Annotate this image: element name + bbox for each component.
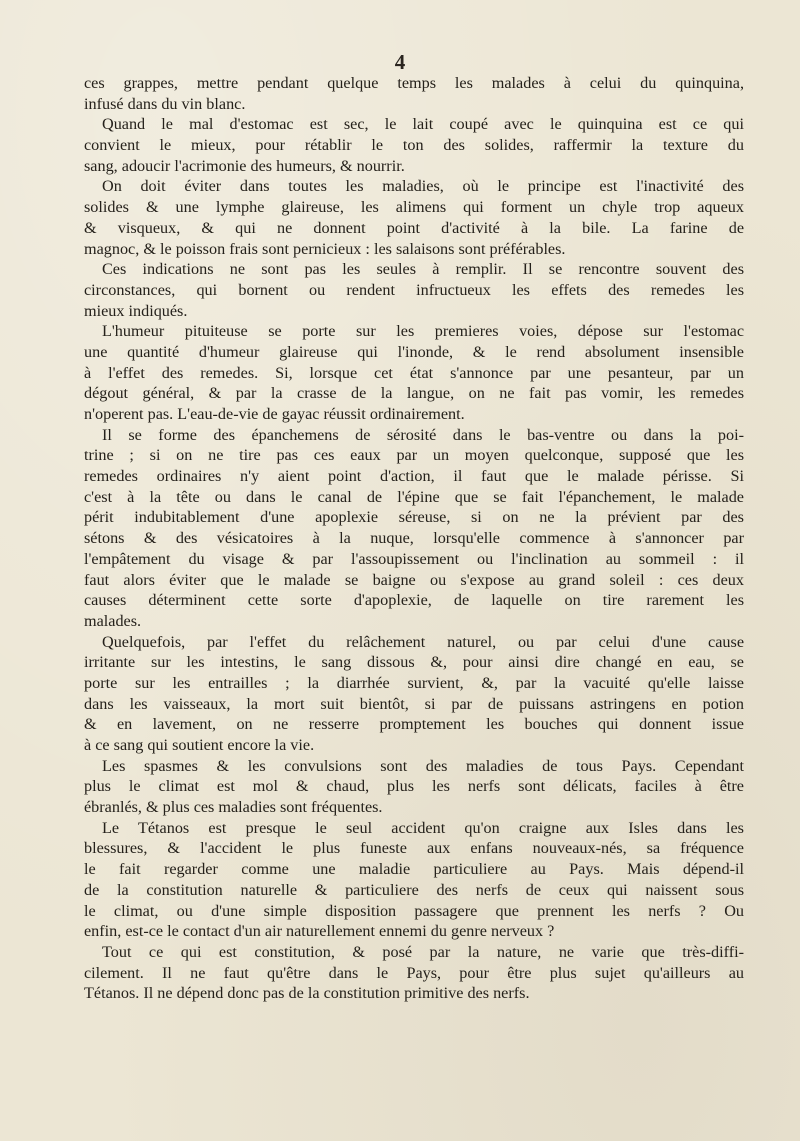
text-line: sétons & des vésicatoires à la nuque, lorsqu'elle commence à s'annoncer par (84, 529, 744, 548)
text-line: ébranlés, & plus ces maladies sont fréquentes. (84, 798, 383, 817)
text-line: infusé dans du vin blanc. (84, 94, 246, 113)
text-line: Quelquefois, par l'effet du relâchement naturel, ou par celui d'une cause (102, 632, 744, 651)
text-line: L'humeur pituiteuse se porte sur les premieres voies, dépose sur l'estomac (102, 322, 744, 341)
text-line: sang, adoucir l'acrimonie des humeurs, & nourrir. (84, 156, 405, 175)
text-line: convient le mieux, pour rétablir le ton des solides, raffermir la texture du (84, 136, 744, 155)
text-line: faut alors éviter que le malade se baigne ou s'expose au grand soleil : ces deux (84, 570, 744, 589)
text-line: Ces indications ne sont pas les seules à remplir. Il se rencontre souvent des (102, 260, 744, 279)
text-line: Tétanos. Il ne dépend donc pas de la constitution primitive des nerfs. (84, 984, 530, 1003)
text-line: solides & une lymphe glaireuse, les alimens qui forment un chyle trop aqueux (84, 198, 744, 217)
text-line: plus le climat est mol & chaud, plus les nerfs sont délicats, faciles à être (84, 777, 744, 796)
text-line: blessures, & l'accident le plus funeste aux enfans nouveaux-nés, sa fréquence (84, 839, 744, 858)
text-line: l'empâtement du visage & par l'assoupissement ou l'inclination au sommeil : il (84, 549, 744, 568)
text-line: à l'effet des remedes. Si, lorsque cet état s'annonce par une pesanteur, par un (84, 363, 744, 382)
text-line: c'est à la tête ou dans le canal de l'épine que se fait l'épanchement, le malade (84, 487, 744, 506)
text-line: dans les vaisseaux, la mort suit bientôt, si par de puissans astringens en potion (84, 694, 744, 713)
text-line: remedes ordinaires n'y aient point d'action, il faut que le malade périsse. Si (84, 467, 744, 486)
text-line: le fait regarder comme une maladie particuliere au Pays. Mais dépend-il (84, 860, 744, 879)
text-line: magnoc, & le poisson frais sont pernicieux : les salaisons sont préférables. (84, 239, 566, 258)
text-line: porte sur les entrailles ; la diarrhée survient, &, par la vacuité qu'elle laisse (84, 673, 744, 692)
text-line: une quantité d'humeur glaireuse qui l'inonde, & le rend absolument insensible (84, 342, 744, 361)
text-line: Le Tétanos est presque le seul accident qu'on craigne aux Isles dans les (102, 818, 744, 837)
text-line: Tout ce qui est constitution, & posé par la nature, ne varie que très-diffi- (102, 942, 744, 961)
text-line: malades. (84, 611, 142, 630)
text-line: Les spasmes & les convulsions sont des maladies de tous Pays. Cependant (102, 756, 744, 775)
text-line: à ce sang qui soutient encore la vie. (84, 736, 315, 754)
text-line: & visqueux, & qui ne donnent point d'activité à la bile. La farine de (84, 218, 744, 237)
text-line: ces grappes, mettre pendant quelque temps les malades à celui du quinquina, (84, 74, 744, 92)
text-line: cilement. Il ne faut qu'être dans le Pays, pour être plus sujet qu'ailleurs au (84, 963, 744, 982)
text-line: le climat, ou d'une simple disposition passagere que prennent les nerfs ? Ou (84, 901, 744, 920)
text-line: dégout général, & par la crasse de la langue, on ne fait pas vomir, les remedes (84, 384, 744, 403)
text-line: enfin, est-ce le contact d'un air naturellement ennemi du genre nerveux ? (84, 922, 555, 941)
text-line: irritante sur les intestins, le sang dissous &, pour ainsi dire changé en eau, se (84, 653, 744, 672)
text-line: de la constitution naturelle & particuliere des nerfs de ceux qui naissent sous (84, 880, 744, 899)
text-line: causes déterminent cette sorte d'apoplexie, de laquelle on tire rarement les (84, 591, 744, 610)
text-line: trine ; si on ne tire pas ces eaux par un moyen quelconque, supposé que les (84, 446, 744, 465)
body-text (84, 73, 744, 1004)
page-number: 4 (394, 50, 406, 74)
text-line: On doit éviter dans toutes les maladies, où le principe est l'inactivité des (102, 177, 744, 196)
text-line: n'operent pas. L'eau-de-vie de gayac réussit ordinairement. (84, 405, 465, 423)
text-line: & en lavement, on ne resserre promptement les bouches qui donnent issue (84, 715, 744, 734)
text-line: périt indubitablement d'une apoplexie séreuse, si on ne la prévient par des (84, 508, 744, 527)
text-line: circonstances, qui bornent ou rendent infructueux les effets des remedes les (84, 280, 744, 299)
text-line: Il se forme des épanchemens de sérosité dans le bas-ventre ou dans la poi- (102, 425, 744, 444)
text-line: Quand le mal d'estomac est sec, le lait coupé avec le quinquina est ce qui (102, 115, 744, 134)
text-line: mieux indiqués. (84, 301, 188, 320)
